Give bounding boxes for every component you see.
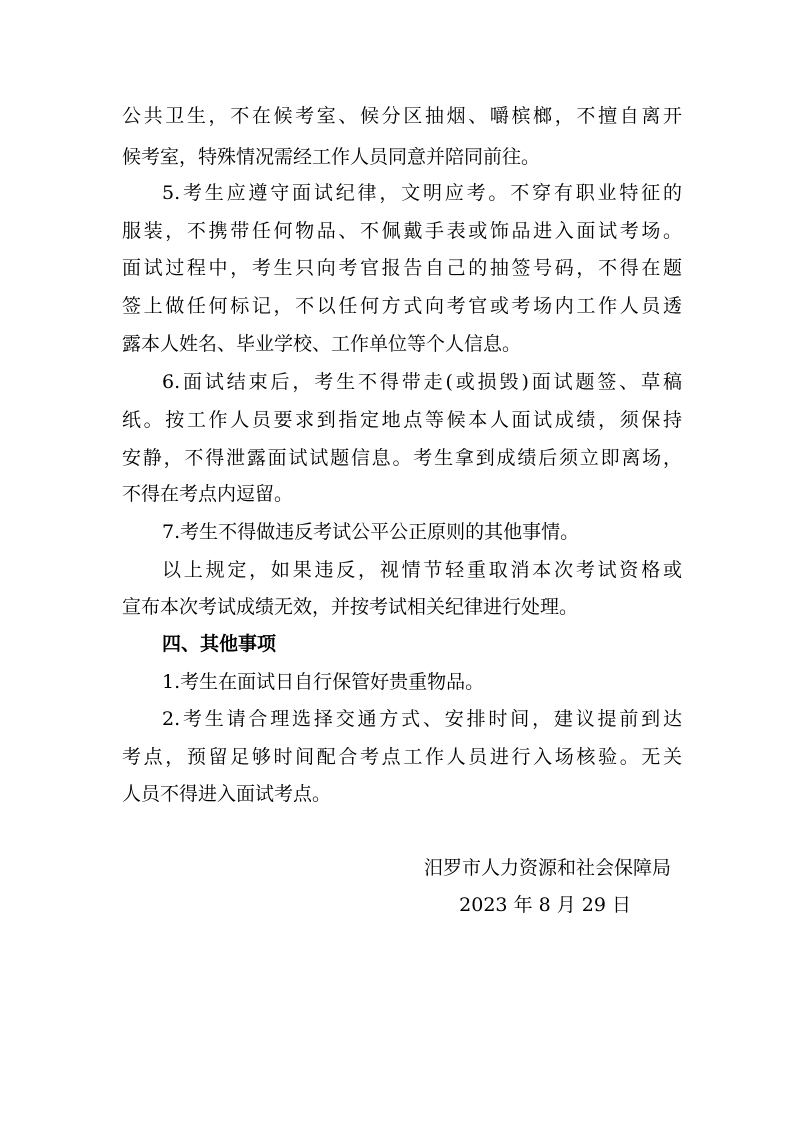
paragraph-line: 人员不得进入面试考点。 — [122, 783, 332, 805]
paragraph-line: 安静，不得泄露面试试题信息。考生拿到成绩后须立即离场， — [122, 447, 682, 469]
paragraph-line: 宣布本次考试成绩无效，并按考试相关纪律进行处理。 — [122, 596, 579, 618]
paragraph-line: 露本人姓名、毕业学校、工作单位等个人信息。 — [122, 333, 522, 355]
signature-organization: 汨罗市人力资源和社会保障局 — [423, 857, 671, 879]
section-heading: 四、其他事项 — [162, 633, 277, 655]
paragraph-line: 6.面试结束后，考生不得带走(或损毁)面试题签、草稿 — [162, 371, 682, 393]
paragraph-line: 面试过程中，考生只向考官报告自己的抽签号码，不得在题 — [122, 257, 682, 279]
paragraph-line: 2.考生请合理选择交通方式、安排时间，建议提前到达 — [162, 708, 682, 730]
paragraph-line: 服装，不携带任何物品、不佩戴手表或饰品进入面试考场。 — [122, 220, 682, 242]
paragraph-line: 7.考生不得做违反考试公平公正原则的其他事情。 — [162, 521, 580, 543]
paragraph-line: 不得在考点内逗留。 — [122, 483, 294, 505]
signature-date: 2023 年 8 月 29 日 — [459, 894, 631, 916]
paragraph-line: 5.考生应遵守面试纪律，文明应考。不穿有职业特征的 — [162, 182, 682, 204]
paragraph-line: 候考室，特殊情况需经工作人员同意并陪同前往。 — [122, 146, 541, 168]
paragraph-line: 签上做任何标记，不以任何方式向考官或考场内工作人员透 — [122, 295, 682, 317]
paragraph-line: 公共卫生，不在候考室、候分区抽烟、嚼槟榔，不擅自离开 — [122, 105, 682, 127]
paragraph-line: 纸。按工作人员要求到指定地点等候本人面试成绩，须保持 — [122, 409, 682, 431]
paragraph-line: 1.考生在面试日自行保管好贵重物品。 — [162, 671, 485, 693]
paragraph-line: 考点，预留足够时间配合考点工作人员进行入场核验。无关 — [122, 746, 682, 768]
paragraph-line: 以上规定，如果违反，视情节轻重取消本次考试资格或 — [162, 559, 682, 581]
